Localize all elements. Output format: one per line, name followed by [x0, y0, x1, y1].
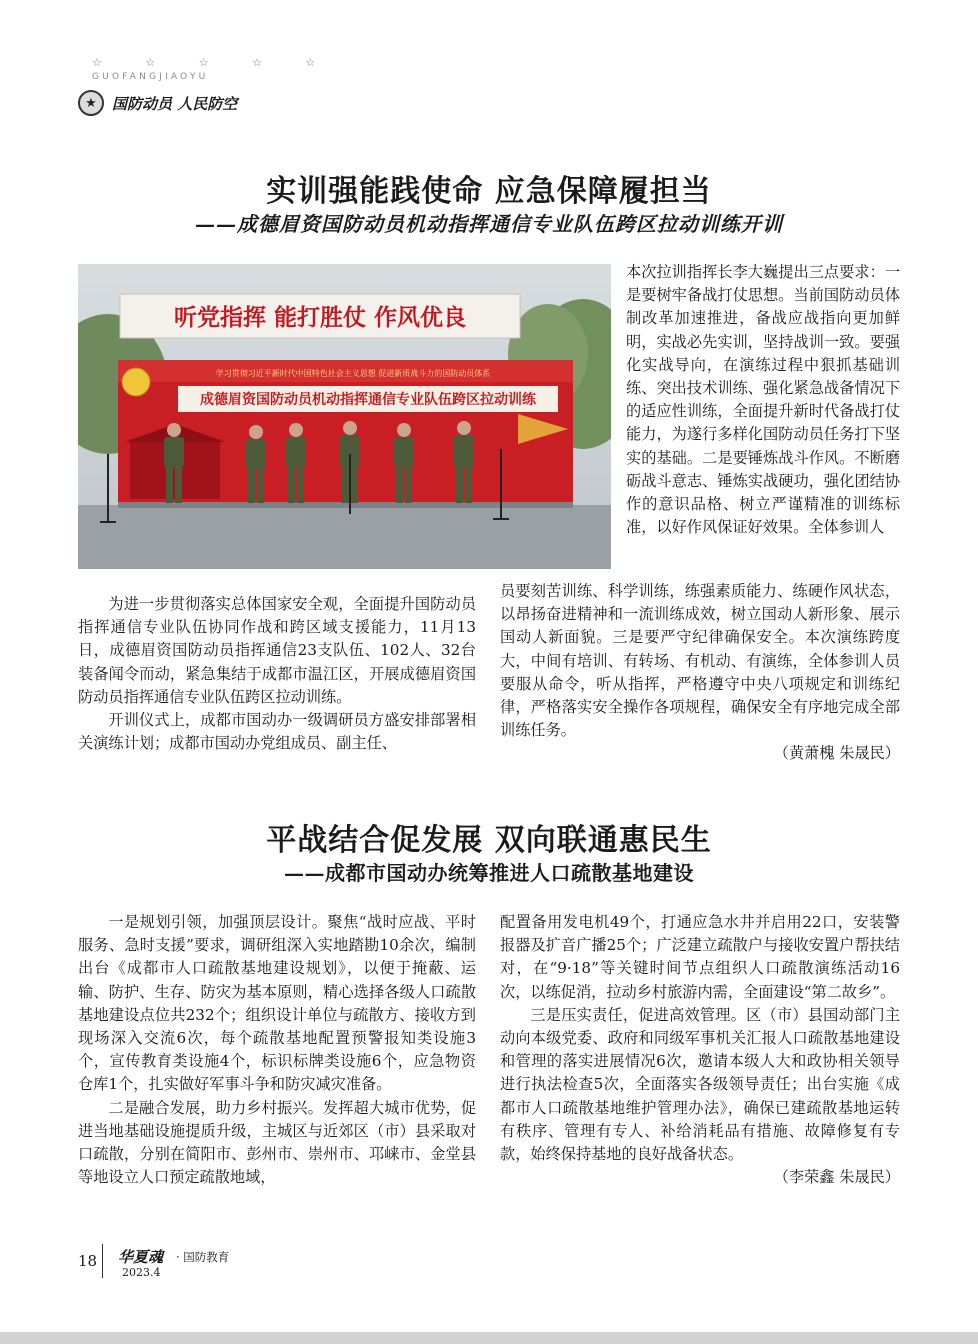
- article2-title: 平战结合促发展 双向联通惠民生: [266, 823, 712, 858]
- article1-title: 实训强能践使命 应急保障履担当: [266, 174, 712, 209]
- article1-right-column: [500, 580, 900, 766]
- article2-right-p2: 三是压实责任，促进高效管理。区（市）县国动部门主动向本级党委、政府和同级军事机关汇报人口疏散基地建设和管理的落实进展情况6次，邀请本级人大和政协相关领导进行执法检查5次，全面落实各级领导责任；出台实施《成都市人口疏散基地维护管理办法》，确保已建疏散基地运转有秩序、管理有专人、补给消耗品有措施、故障修复有专款，始终保持基地的良好战备状态。: [500, 1005, 900, 1164]
- article2-left-p1: 一是规划引领，加强顶层设计。聚焦“战时应战、平时服务、急时支援”要求，调研组深入实地踏勘10余次，编制出台《成都市人口疏散基地建设规划》，以便于掩蔽、运输、防护、生存、防灾为基本原则，精心选择各级人口疏散基地建设点位共232个；组织设计单位与疏散方、接收方到现场深入交流6次，每个疏散基地配置预警报知类设施3个，宣传教育类设施4个，标识标牌类设施6个，应急物资仓库1个，扎实做好军事斗争和防灾减灾准备。: [78, 913, 476, 1094]
- article1-subtitle: ——成德眉资国防动员机动指挥通信专业队伍跨区拉动训练开训: [195, 212, 783, 236]
- photo-board-line1: 学习贯彻习近平新时代中国特色社会主义思想 促进新质战斗力的国防动员体系: [215, 369, 491, 378]
- article2-signature: （李荣鑫 朱晟民）: [773, 1168, 900, 1187]
- magazine-section: · 国防教育: [176, 1250, 230, 1264]
- article1-left-p1: 为进一步贯彻落实总体国家安全观，全面提升国防动员指挥通信专业队伍协同作战和跨区域支援能力，11月13日，成德眉资国防动员指挥通信23支队伍、102人、32台装备闻令而动，紧急集结于成都市温江区，开展成德眉资国防动员指挥通信专业队伍跨区拉动训练。: [78, 595, 476, 706]
- photo-board-title: 成德眉资国防动员机动指挥通信专业队伍跨区拉动训练: [200, 392, 536, 408]
- article1-right-top-text: 本次拉训指挥长李大巍提出三点要求：一是要树牢备战打仗思想。当前国防动员体制改革加速推进，备战应战指向更加鲜明，实战必先实训，坚持战训一致。要强化实战导向，在演练过程中狠抓基础训练、突出技术训练、强化紧急战备情况下的适应性训练，全面提升新时代备战打仗能力，为遂行多样化国防动员任务打下坚实的基础。二是要锤炼战斗作风。不断磨砺战斗意志、锤炼实战硬功，强化团结协作的意识品格、树立严谨精准的训练标准，以好作风保证好效果。全体参训人: [626, 263, 900, 537]
- emblem-icon: ★: [78, 90, 104, 116]
- article2-right-p1: 配置备用发电机49个，打通应急水井并启用22口，安装警报器及扩音广播25个；广泛建立疏散户与接收安置户帮扶结对，在“9·18”等关键时间节点组织人口疏散演练活动16次，以练促消，拉动乡村旅游内需，全面建设“第二故乡”。: [500, 913, 900, 1001]
- article2-left-p2: 二是融合发展，助力乡村振兴。发挥超大城市优势，促进当地基础设施提质升级，主城区与近郊区（市）县采取对口疏散，分别在简阳市、彭州市、崇州市、邛崃市、金堂县等地设立人口预定疏散地域，: [78, 1098, 476, 1187]
- article1-left-column: [78, 593, 476, 755]
- header-stars: ☆ ☆ ☆ ☆ ☆: [92, 56, 336, 69]
- article2-subtitle: ——成都市国动办统筹推进人口疏散基地建设: [284, 861, 694, 885]
- magazine-name: 华夏魂: [118, 1248, 164, 1266]
- photo-top-banner: 听党指挥 能打胜仗 作风优良: [173, 305, 467, 331]
- ceremony-photo: [78, 264, 611, 569]
- header-pinyin: GUOFANGJIAOYU: [92, 72, 209, 82]
- footer-divider: [102, 1244, 103, 1278]
- article1-right-top: [626, 261, 900, 539]
- article1-signature: （黄萧槐 朱晟民）: [773, 744, 900, 763]
- article2-right-column: [500, 911, 900, 1189]
- bottom-bar: [0, 1332, 978, 1344]
- section-label: 国防动员 人民防空: [112, 95, 238, 113]
- article1-right-mid-text: 员要刻苦训练、科学训练，练强素质能力、练硬作风状态，以昂扬奋进精神和一流训练成效，树立国动人新形象、展示国动人新面貌。三是要严守纪律确保安全。本次演练跨度大，中间有培训、有转场、有机动、有演练，全体参训人员要服从命令，听从指挥，严格遵守中央八项规定和训练纪律，严格落实安全操作各项规程，确保安全有序地完成全部训练任务。: [500, 582, 900, 740]
- article2-left-column: [78, 911, 476, 1189]
- page-number: 18: [78, 1252, 98, 1270]
- article1-left-p2: 开训仪式上，成都市国动办一级调研员方盛安排部署相关演练计划；成都市国动办党组成员、副主任、: [78, 711, 476, 753]
- issue-number: 2023.4: [122, 1266, 161, 1279]
